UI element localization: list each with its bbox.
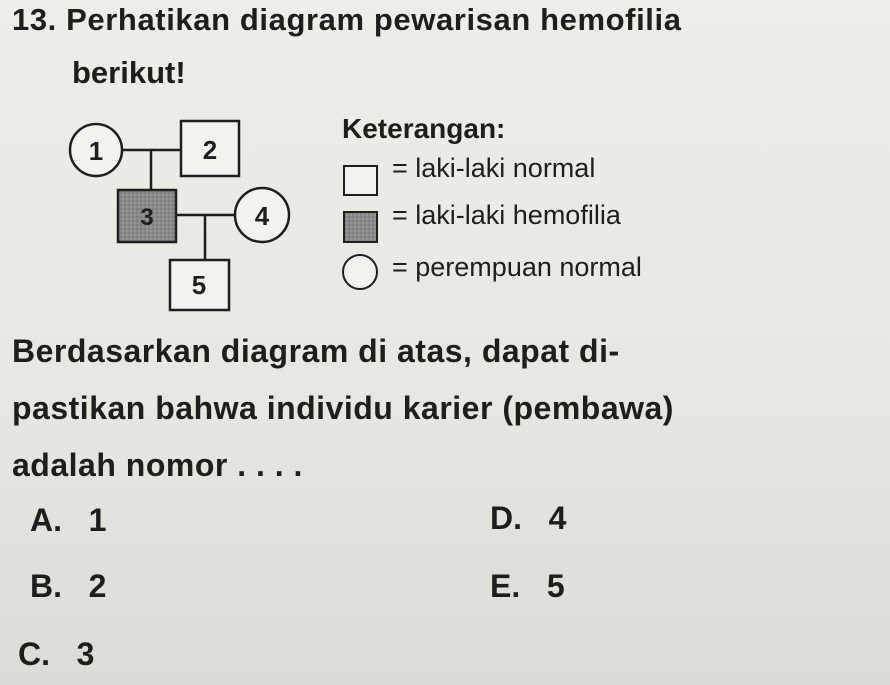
question-number: 13. [12,2,57,37]
individual-5-label: 5 [191,270,207,300]
option-c[interactable] [18,636,94,673]
option-b[interactable] [30,568,106,605]
option-e[interactable] [490,568,565,605]
legend-symbol-normal-male [344,166,377,195]
individual-3-label: 3 [140,204,154,231]
individual-2 [181,121,239,176]
individual-5 [170,260,229,310]
question-title-line2: berikut! [72,55,186,90]
individual-1 [70,124,122,176]
option-b-letter: B. [30,568,62,604]
legend-title: Keterangan: [342,113,506,144]
legend-symbol-normal-female [343,255,377,289]
option-d-value: 4 [548,500,567,536]
individual-3 [118,190,176,242]
individual-4-label: 4 [254,201,270,231]
individual-2-label: 2 [202,135,218,165]
legend-symbol-hemophilia-male [344,212,377,242]
option-b-value: 2 [88,568,107,604]
question-body-line3: adalah nomor . . . . [12,447,303,483]
option-e-letter: E. [490,568,521,604]
option-e-value: 5 [546,568,565,604]
individual-1-label: 1 [88,136,104,166]
question-body-line2: pastikan bahwa individu karier (pembawa) [12,390,674,426]
option-d[interactable] [490,500,566,537]
option-a-letter: A. [30,502,62,538]
legend-label-normal-female: = perempuan normal [392,252,642,282]
legend-label-hemophilia-male: = laki-laki hemofilia [392,200,621,230]
option-a-value: 1 [88,502,107,538]
legend-label-normal-male: = laki-laki normal [392,153,596,183]
option-c-value: 3 [76,636,95,672]
question-body-line1: Berdasarkan diagram di atas, dapat di- [12,333,620,369]
option-a[interactable] [30,502,106,539]
question-title-line1: Perhatikan diagram pewarisan hemofilia [66,2,682,37]
individual-4 [235,188,289,242]
option-d-letter: D. [490,500,522,536]
option-c-letter: C. [18,636,50,672]
